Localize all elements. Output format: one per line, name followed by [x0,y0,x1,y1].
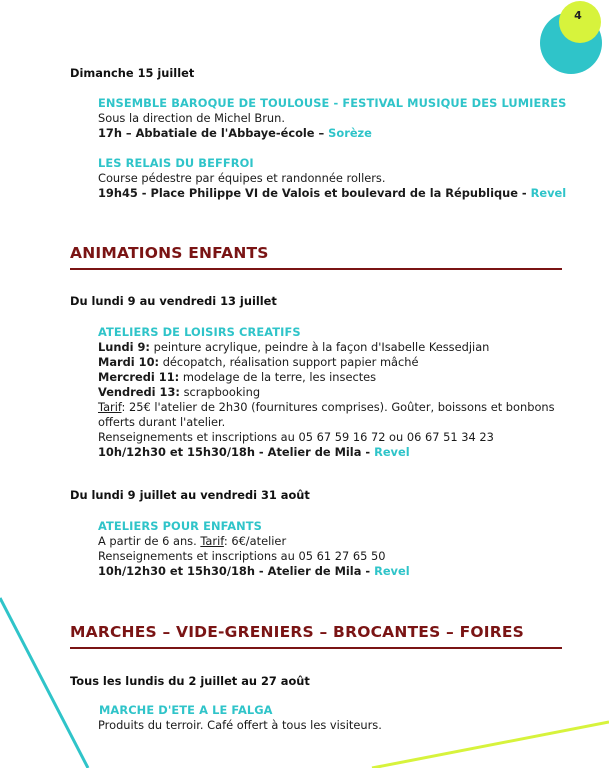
info-line: Renseignements et inscriptions au 05 61 27 65 50 [98,549,386,563]
event-description: Course pédestre par équipes et randonnée rollers. [98,171,386,185]
day-text: scrapbooking [179,385,261,399]
day-text: peinture acrylique, peindre à la façon d'Isabelle Kessedjian [149,340,490,354]
time-place-text: 10h/12h30 et 15h30/18h - Atelier de Mila - [98,564,375,578]
town-name: Revel [374,564,410,578]
workshop-day-line [98,370,376,385]
date-heading: Du lundi 9 juillet au vendredi 31 août [70,488,310,502]
event-description: Sous la direction de Michel Brun. [98,111,285,125]
section-title-marches: MARCHES – VIDE-GRENIERS – BROCANTES – FOIRES [70,625,562,649]
tarif-label: Tarif [98,400,122,414]
lime-diagonal-line [372,722,609,768]
workshop-day-line [98,355,419,370]
workshop-day-line [98,385,260,400]
day-label: Mercredi 11: [98,370,180,384]
town-name: Revel [374,445,410,459]
tarif-text: : 6€/atelier [223,534,287,548]
age-text: A partir de 6 ans. [98,534,201,548]
tarif-label: Tarif [200,534,224,548]
day-label: Vendredi 13: [98,385,180,399]
date-heading: Du lundi 9 au vendredi 13 juillet [70,294,277,308]
day-label: Mardi 10: [98,355,160,369]
day-label: Lundi 9: [98,340,150,354]
event-title: MARCHE D'ETE A LE FALGA [99,703,273,717]
info-line: Renseignements et inscriptions au 05 67 59 16 72 ou 06 67 51 34 23 [98,430,494,444]
event-title: ATELIERS DE LOISIRS CREATIFS [98,325,301,339]
event-description: Produits du terroir. Café offert à tous les visiteurs. [98,718,382,732]
event-title: ATELIERS POUR ENFANTS [98,519,262,533]
workshop-day-line [98,340,489,355]
time-place-text: 19h45 - Place Philippe VI de Valois et boulevard de la République - [98,186,531,200]
tarif-text: : 25€ l'atelier de 2h30 (fournitures comprises). Goûter, boissons et bonbons [121,400,555,414]
event-time-place [98,445,410,460]
age-tarif-line [98,534,286,549]
event-time-place [98,186,566,201]
time-place-text: 10h/12h30 et 15h30/18h - Atelier de Mila - [98,445,375,459]
section-title-animations-enfants: ANIMATIONS ENFANTS [70,246,562,270]
event-time-place [98,126,372,141]
town-name: Revel [530,186,567,200]
day-text: décopatch, réalisation support papier mâché [159,355,419,369]
tarif-line [98,400,555,415]
time-place-text: 17h – Abbatiale de l'Abbaye-école – [98,126,329,140]
page-number: 4 [574,9,582,22]
event-title: ENSEMBLE BAROQUE DE TOULOUSE - FESTIVAL MUSIQUE DES LUMIERES [98,96,567,110]
day-text: modelage de la terre, les insectes [179,370,377,384]
tarif-line-continued: offerts durant l'atelier. [98,415,226,429]
town-name: Sorèze [328,126,372,140]
event-time-place [98,564,410,579]
event-title: LES RELAIS DU BEFFROI [98,156,254,170]
date-heading: Tous les lundis du 2 juillet au 27 août [70,674,310,688]
date-heading: Dimanche 15 juillet [70,66,195,80]
